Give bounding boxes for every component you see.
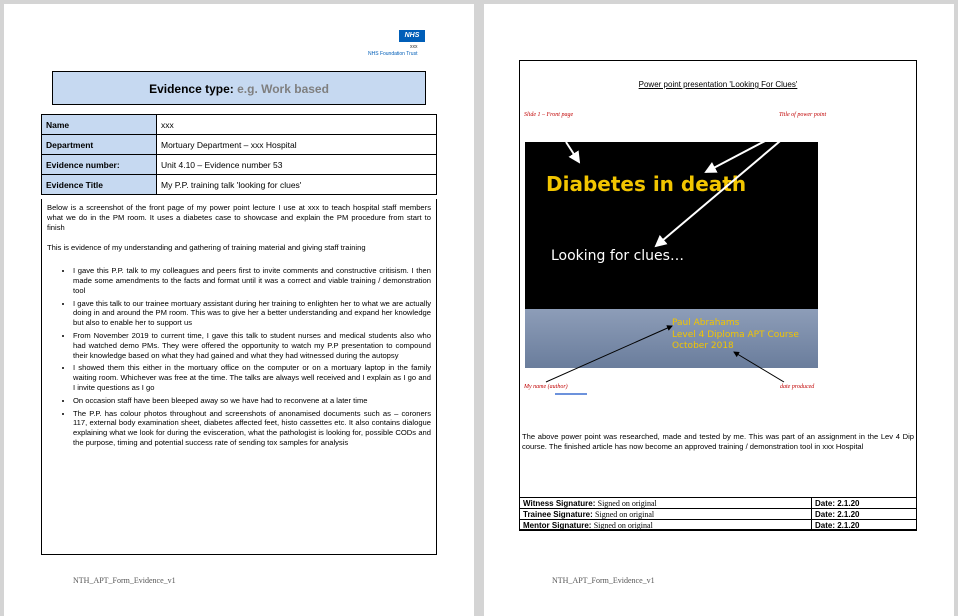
mentor-signature-label: Mentor Signature: [523, 520, 592, 530]
slide-title: Diabetes in death [546, 172, 747, 196]
evidence-info-table [41, 114, 437, 195]
trainee-date: Date: 2.1.20 [812, 509, 917, 520]
trainee-signature-label: Trainee Signature: [523, 509, 593, 519]
witness-signature-cell [520, 498, 812, 509]
arrow-front-page [566, 142, 579, 162]
evidence-title-label: Evidence Title [42, 175, 157, 195]
list-item: • I gave this P.P. talk to my colleagues and peers first to invite comments and constructive critisism. I then made some amendments to the facts and format until it was a correct and viable training / demonstration tool [73, 266, 431, 295]
presentation-title: Power point presentation 'Looking For Clues' [638, 80, 798, 89]
table-row [520, 509, 917, 520]
evidence-body [41, 199, 437, 555]
nhs-trust-name: NHS Foundation Trust [368, 51, 418, 57]
department-label: Department [42, 135, 157, 155]
slide-date: October 2018 [672, 341, 734, 351]
mentor-signature-cell [520, 520, 812, 531]
mentor-signature-value: Signed on original [593, 520, 653, 530]
slide-author: Paul Abrahams [672, 318, 740, 328]
summary-paragraph: The above power point was researched, made and tested by me. This was part of an assignment in the Lev 4 Dip course. The finished article has now become an approved training / demonstration tool in xxx Hospital [522, 432, 914, 451]
trainee-signature-value: Signed on original [595, 509, 655, 519]
witness-signature-value: Signed on original [597, 498, 657, 508]
annotation-date-produced: date produced [780, 384, 815, 390]
evidence-number-value: Unit 4.10 – Evidence number 53 [157, 155, 437, 175]
evidence-type-box [52, 71, 426, 105]
slide-course: Level 4 Diploma APT Course [672, 329, 799, 340]
annotation-title: Title of power point [779, 112, 827, 118]
annotation-my-name: My name (author) [524, 384, 568, 390]
nhs-logo: NHS [399, 30, 425, 42]
page-footer: NTH_APT_Form_Evidence_v1 [552, 576, 655, 585]
document-page-2 [484, 4, 954, 616]
arrow-date [734, 352, 784, 382]
department-value: Mortuary Department – xxx Hospital [157, 135, 437, 155]
list-item: • I showed them this either in the mortuary office on the computer or on a mortuary laptop in the family waiting room. Whichever was free at the time. The talks are always well received and I explain as I go and I invite questions as I go [73, 363, 431, 392]
evidence-title-value: My P.P. training talk 'looking for clues' [157, 175, 437, 195]
intro-paragraph: Below is a screenshot of the front page of my power point lecture I use at xxx to teach hospital staff members what we do in the PM room. It uses a diabetes case to showcase and explain the PM procedure from start to finish [47, 203, 431, 232]
evidence-bullet-list [47, 266, 431, 448]
table-row [42, 175, 437, 195]
evidence-statement: This is evidence of my understanding and gathering of training material and giving staff training [47, 243, 366, 253]
slide-subtitle: Looking for clues… [551, 248, 684, 264]
mentor-date: Date: 2.1.20 [812, 520, 917, 531]
evidence-number-label: Evidence number: [42, 155, 157, 175]
trainee-signature-cell [520, 509, 812, 520]
arrow-author [546, 326, 672, 382]
table-row [42, 155, 437, 175]
nhs-organisation: xxx [410, 44, 418, 50]
list-item: • From November 2019 to current time, I gave this talk to student nurses and medical students also who had watched demo PMs. They were offered the opportunity to watch my P.P presentation to compound their knowledge based on what they had gained and what they had witnessed during the autopsy [73, 331, 431, 360]
document-page-1 [4, 4, 474, 616]
table-row [42, 115, 437, 135]
arrow-subtitle [656, 131, 792, 246]
name-label: Name [42, 115, 157, 135]
table-row [520, 498, 917, 509]
annotation-front-page: Slide 1 – Front page [524, 112, 574, 118]
table-row [42, 135, 437, 155]
evidence-type-label: Evidence type: [149, 82, 234, 96]
witness-date: Date: 2.1.20 [812, 498, 917, 509]
list-item: • The P.P. has colour photos throughout and screenshots of anonamised documents such as – coroners 117, external body examination sheet, diabetes affected feet, histo cassettes etc. It also contains dialogue explaining what we look for during the evisceration, what the pathologist is looking for, possible CODs and the purpose, timing and potential success rate of sending tox samples for analysis [73, 409, 431, 448]
table-row [520, 520, 917, 531]
witness-signature-label: Witness Signature: [523, 498, 596, 508]
name-value: xxx [157, 115, 437, 135]
list-item: • On occasion staff have been bleeped away so we have had to reconvene at a later time [73, 396, 431, 406]
arrow-title [706, 131, 784, 172]
evidence-type-example: e.g. Work based [237, 82, 329, 96]
list-item: • I gave this talk to our trainee mortuary assistant during her training to enlighten her to what we are actually doing in and around the PM room. This was to give her a better understanding and expand her knowledge but also to enable her to support us [73, 299, 431, 328]
signature-table [519, 497, 917, 531]
page-footer: NTH_APT_Form_Evidence_v1 [73, 576, 176, 585]
